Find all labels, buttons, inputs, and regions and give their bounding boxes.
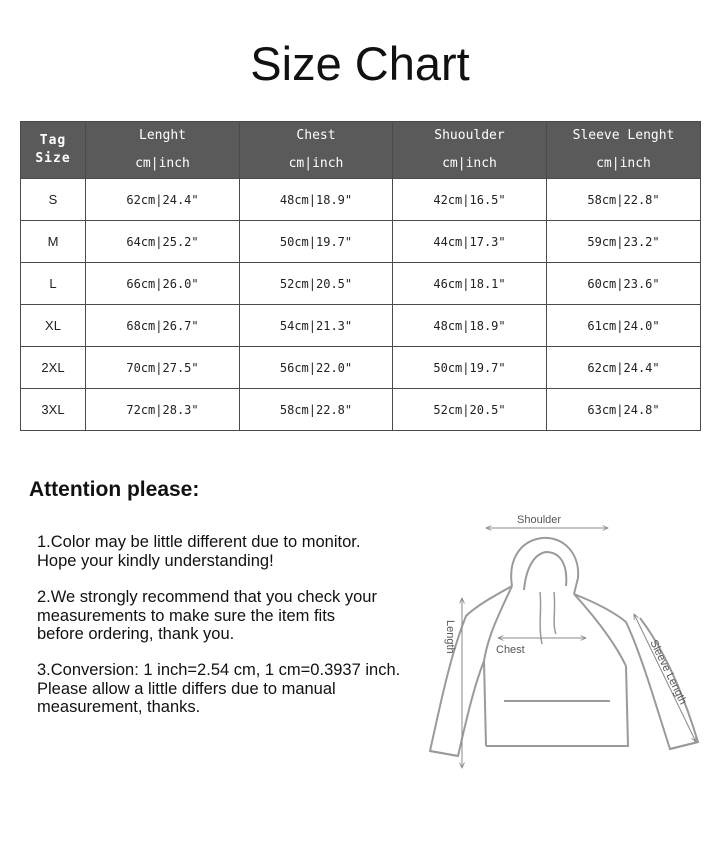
note-measure-line3: before ordering, thank you. [37,625,235,643]
chest-cell: 48cm|18.9" [240,179,393,221]
chest-header-unit: cm|inch [288,156,344,171]
table-row [21,389,701,431]
chest-cell: 52cm|20.5" [240,263,393,305]
sleeve-header-unit: cm|inch [596,156,651,171]
note-conversion [37,661,457,717]
tag-size-header-line2: Size [35,151,71,166]
length-cell: 72cm|28.3" [86,389,240,431]
chest-header [240,122,393,179]
shoulder-header [393,122,547,179]
length-label: Length [444,620,456,654]
length-cell: 70cm|27.5" [86,347,240,389]
size-cell: 3XL [21,389,86,431]
attention-heading: Attention please: [29,478,200,501]
shoulder-header-name: Shuoulder [434,128,505,143]
sleeve-cell: 59cm|23.2" [547,221,701,263]
tag-size-header [21,122,86,179]
chest-cell: 50cm|19.7" [240,221,393,263]
sleeve-cell: 62cm|24.4" [547,347,701,389]
size-cell: M [21,221,86,263]
size-cell: 2XL [21,347,86,389]
table-row [21,179,701,221]
chest-label: Chest [496,644,525,656]
length-cell: 68cm|26.7" [86,305,240,347]
page-title: Size Chart [250,37,470,90]
sleeve-header-name: Sleeve Lenght [572,128,675,143]
table-row [21,221,701,263]
note-measure-line1: 2.We strongly recommend that you check your [37,588,377,606]
note-conversion-line1: 3.Conversion: 1 inch=2.54 cm, 1 cm=0.3937 inch. [37,661,401,679]
length-header-unit: cm|inch [135,156,190,171]
sleeve-length-label: Sleeve Length [647,638,689,707]
table-row [21,305,701,347]
size-cell: S [21,179,86,221]
length-cell: 62cm|24.4" [86,179,240,221]
shoulder-cell: 48cm|18.9" [393,305,547,347]
note-measure [37,588,457,644]
tag-size-header-line1: Tag [39,133,67,148]
size-cell: L [21,263,86,305]
chest-cell: 56cm|22.0" [240,347,393,389]
length-cell: 66cm|26.0" [86,263,240,305]
note-conversion-line2: Please allow a little differs due to manual [37,679,336,698]
table-row [21,263,701,305]
sleeve-cell: 63cm|24.8" [547,389,701,431]
hoodie-measurement-diagram [414,506,704,776]
chest-cell: 58cm|22.8" [240,389,393,431]
hood-opening [524,552,566,590]
sleeve-cell: 61cm|24.0" [547,305,701,347]
table-header-row [21,122,701,179]
chest-cell: 54cm|21.3" [240,305,393,347]
shoulder-header-unit: cm|inch [442,156,497,171]
shoulder-cell: 52cm|20.5" [393,389,547,431]
sleeve-header [547,122,701,179]
note-color-line1: 1.Color may be little different due to monitor. [37,533,361,551]
length-header-name: Lenght [139,128,186,143]
hood [511,538,578,594]
left-cuff [430,751,458,756]
shoulder-cell: 50cm|19.7" [393,347,547,389]
sleeve-cell: 60cm|23.6" [547,263,701,305]
length-cell: 64cm|25.2" [86,221,240,263]
shoulder-cell: 44cm|17.3" [393,221,547,263]
note-color [37,533,457,570]
chest-header-name: Chest [296,128,336,143]
table-row [21,347,701,389]
size-chart-table [20,121,701,431]
body-hem [486,666,628,746]
shoulder-cell: 42cm|16.5" [393,179,547,221]
size-cell: XL [21,305,86,347]
shoulder-label: Shoulder [517,514,562,526]
sleeve-cell: 58cm|22.8" [547,179,701,221]
drawstrings [540,592,556,644]
note-color-line2: Hope your kindly understanding! [37,551,274,570]
right-cuff [670,742,698,749]
note-conversion-line3: measurement, thanks. [37,698,201,716]
note-measure-line2: measurements to make sure the item fits [37,606,336,625]
shoulder-cell: 46cm|18.1" [393,263,547,305]
length-header [86,122,240,179]
